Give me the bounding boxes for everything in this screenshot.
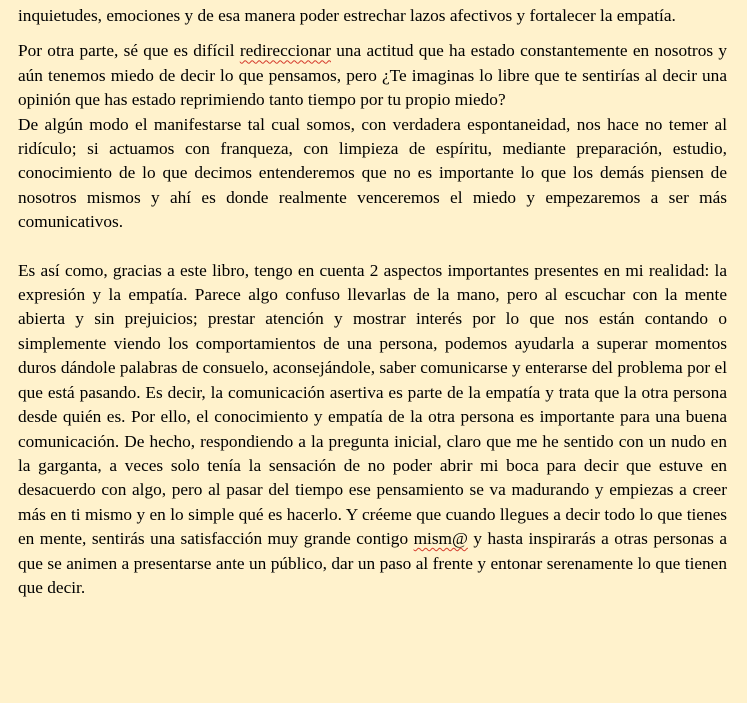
- paragraph-2-end: una actitud que ha estado constantemente en nosotros y aún tenemos miedo de decir lo que pensamos, pero ¿Te imaginas lo libre que te sentirías al decir una opinión que has estado reprimiendo tanto tiempo por tu propio miedo?: [18, 41, 727, 110]
- paragraph-4-start: Es así como, gracias a este libro, tengo en cuenta 2 aspectos importantes presentes en mi realidad: la expresión y la empatía. Parece algo confuso llevarlas de la mano, pero al escuchar con la mente abierta y sin prejuicios; prestar atención y mostrar interés por lo que nos están contando o simplemente viendo los comportamientos de una persona, podemos ayudarla a superar momentos duros dándole palabras de consuelo, aconsejándole, saber comunicarse y enterarse del problema por el que está pasando. Es decir, la comunicación asertiva es parte de la empatía y trata que la otra persona desde quién es. Por ello, el conocimiento y empatía de la otra persona es importante para una buena comunicación. De hecho, respondiendo a la pregunta inicial, claro que me he sentido con un nudo en la garganta, a veces solo tenía la sensación de no poder abrir mi boca para decir que estuve en desacuerdo con algo, pero al pasar del tiempo ese pensamiento se va madurando y empiezas a creer más en ti mismo y en lo simple qué es hacerlo. Y créeme que cuando llegues a decir todo lo que tienes en mente, sentirás una satisfacción muy grande contigo: [18, 260, 727, 549]
- paragraph-4-end: y hasta inspirarás a otras personas a que se animen a presentarse ante un público, dar un paso al frente y entonar serenamente lo que tienen que decir.: [18, 529, 727, 597]
- misspelled-word[interactable]: redireccionar: [239, 41, 331, 61]
- paragraph-3: De algún modo el manifestarse tal cual somos, con verdadera espontaneidad, nos hace no temer al ridículo; si actuamos con franqueza, con limpieza de espíritu, mediante preparación, estudio, conocimiento de lo que decimos entenderemos que no es importante lo que los demás piensen de nosotros mismos y ahí es donde realmente venceremos el miedo y empezaremos a ser más comunicativos.: [18, 114, 727, 232]
- paragraph-2: [18, 39, 727, 112]
- paragraph-2-start: Por otra parte, sé que es difícil: [18, 41, 240, 61]
- paragraph-1: inquietudes, emociones y de esa manera poder estrechar lazos afectivos y fortalecer la empatía.: [18, 6, 676, 25]
- paragraph-4: [18, 259, 727, 601]
- misspelled-word[interactable]: mism@: [413, 529, 468, 549]
- paragraph-spacer: [18, 235, 727, 259]
- paragraph-spacer: [18, 28, 727, 39]
